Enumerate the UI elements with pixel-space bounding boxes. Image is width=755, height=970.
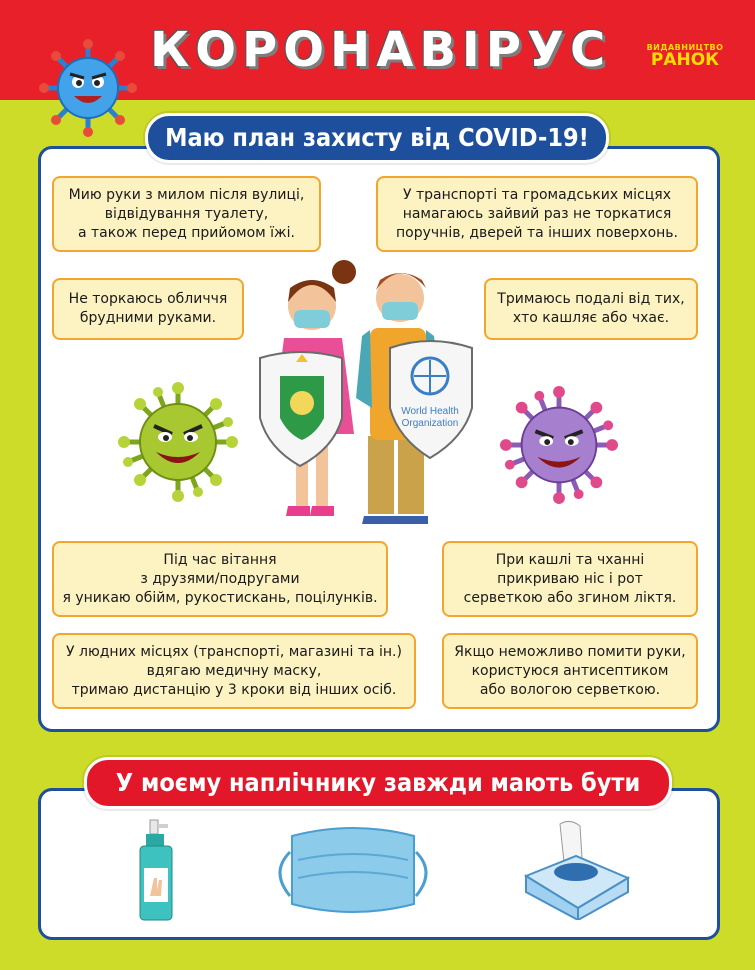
tip-wear-mask <box>52 633 416 709</box>
tip-line: я уникаю обійм, рукостискань, поцілунків. <box>62 589 378 606</box>
tip-transport-surfaces <box>376 176 698 252</box>
tip-line: Тримаюсь подалі від тих, <box>497 291 685 307</box>
tip-antiseptic <box>442 633 698 709</box>
page-title: КОРОНАВІРУС <box>150 22 612 78</box>
who-text-line1: World Health <box>401 406 459 417</box>
tip-keep-away <box>484 278 698 340</box>
tip-line: хто кашляє або чхає. <box>512 310 670 326</box>
tip-line: з друзями/подругами <box>140 570 300 587</box>
publisher-name: РАНОК <box>650 50 720 70</box>
tip-line: Мию руки з милом після вулиці, <box>68 186 305 203</box>
ukraine-health-shield <box>260 352 342 466</box>
tip-line: Під час вітання <box>163 551 277 568</box>
medical-mask-icon <box>268 822 438 922</box>
tip-line: прикриваю ніс і рот <box>497 570 643 587</box>
tip-line: поручнів, дверей та інших поверхонь. <box>396 224 678 241</box>
plan-banner: Маю план захисту від COVID-19! <box>145 113 609 163</box>
tip-line: Якщо неможливо помити руки, <box>454 643 686 660</box>
tip-line: або вологою серветкою. <box>479 681 661 698</box>
sanitizer-spray-icon <box>134 818 178 922</box>
tip-line: У людних місцях (транспорті, магазині та ін.) <box>66 643 402 660</box>
blue-virus-icon <box>38 38 138 138</box>
backpack-banner: У моєму наплічнику завжди мають бути <box>84 757 672 809</box>
who-text-line2: Organization <box>401 418 459 429</box>
tip-cover-cough <box>442 541 698 617</box>
tip-wash-hands <box>52 176 321 252</box>
tip-line: вдягаю медичну маску, <box>146 662 322 679</box>
tip-no-face-touch <box>52 278 244 340</box>
children-with-shields-illustration <box>250 258 480 530</box>
wet-wipes-icon <box>520 816 632 920</box>
tip-line: При кашлі та чханні <box>495 551 645 568</box>
tip-line: Не торкаюсь обличчя <box>68 291 228 307</box>
green-virus-icon <box>118 382 238 502</box>
tip-line: серветкою або згином ліктя. <box>463 589 677 606</box>
tip-line: брудними руками. <box>79 310 217 326</box>
tip-line: користуюся антисептиком <box>471 662 669 679</box>
purple-virus-icon <box>500 386 618 504</box>
publisher-label: ВИДАВНИЦТВО <box>646 43 724 52</box>
tip-line: намагаюсь зайвий раз не торкатися <box>402 205 672 222</box>
tip-no-hugs <box>52 541 388 617</box>
tip-line: відвідування туалету, <box>104 205 269 222</box>
tip-line: У транспорті та громадських місцях <box>403 186 671 203</box>
tip-line: а також перед прийомом їжі. <box>77 224 296 241</box>
publisher-logo <box>640 44 730 69</box>
tip-line: тримаю дистанцію у 3 кроки від інших осіб. <box>71 681 397 698</box>
